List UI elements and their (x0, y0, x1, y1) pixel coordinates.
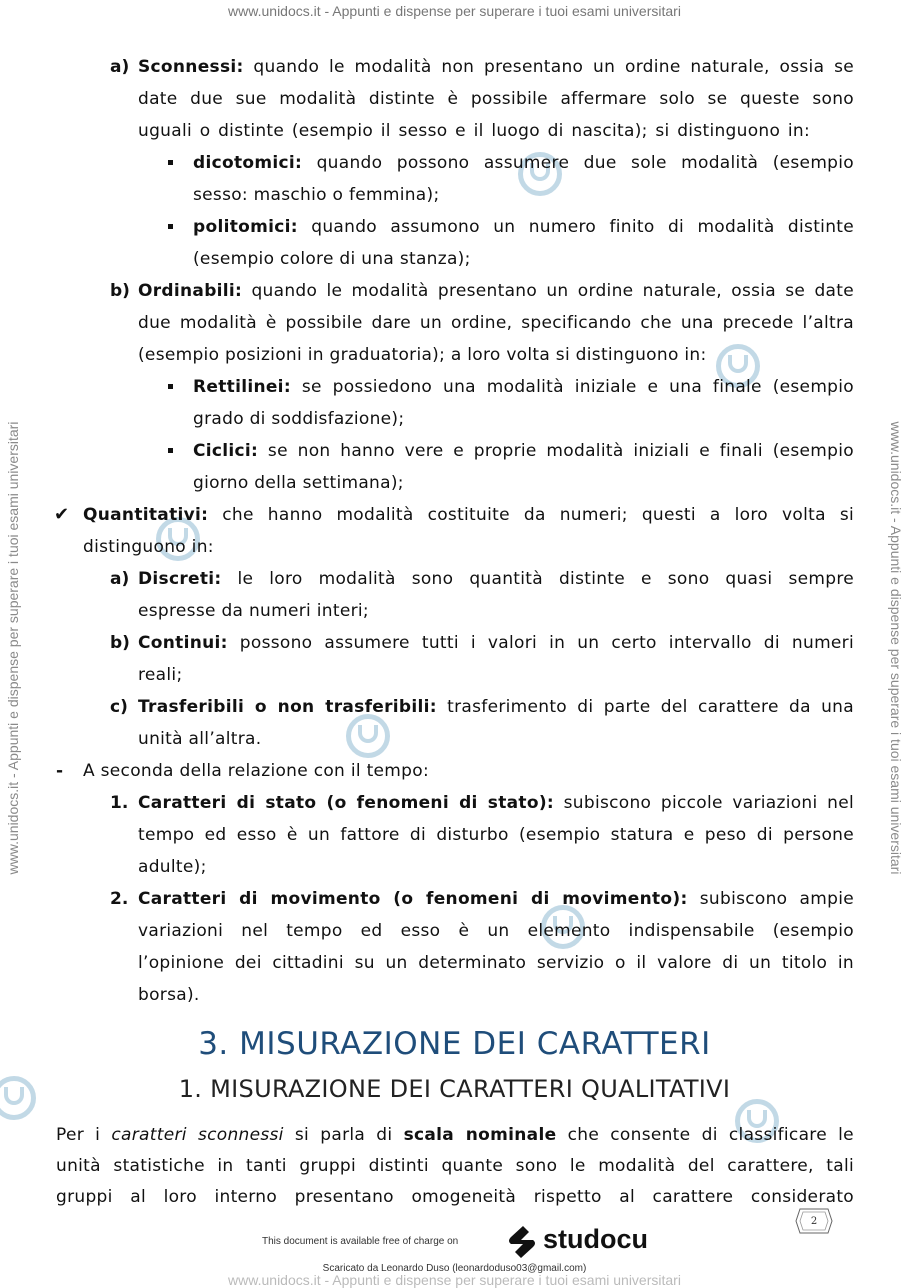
list-item-ordinabili-line3: (esempio posizioni in graduatoria); a loro volta si distinguono in: (138, 345, 707, 365)
list-marker-a: a) (110, 569, 130, 589)
list-item-quantitativi-line2: distinguono in: (83, 537, 214, 557)
list-marker-b: b) (110, 281, 130, 301)
list-marker-2: 2. (110, 889, 129, 909)
watermark-top: www.unidocs.it - Appunti e dispense per superare i tuoi esami universitari (228, 3, 681, 19)
list-marker-c: c) (110, 697, 128, 717)
list-marker-a: a) (110, 57, 130, 77)
sub-item-ciclici-line1: Ciclici: se non hanno vere e proprie modalità iniziali e finali (esempio (193, 441, 854, 461)
watermark-bottom: www.unidocs.it - Appunti e dispense per superare i tuoi esami universitari (228, 1272, 681, 1288)
page-number: 2 (794, 1207, 834, 1235)
watermark-right: www.unidocs.it - Appunti e dispense per superare i tuoi esami universitari (888, 421, 904, 875)
sub-item-dicotomici-line2: sesso: maschio o femmina); (193, 185, 440, 205)
list-item-discreti-line1: Discreti: le loro modalità sono quantità distinte e sono quasi sempre (138, 569, 854, 589)
list-item-sconnessi-line3: uguali o distinte (esempio il sesso e il luogo di nascita); si distinguono in: (138, 121, 810, 141)
list-item-sconnessi-line2: date due sue modalità distinte è possibile affermare solo se queste sono (138, 89, 854, 109)
sub-item-rettilinei-line2: grado di soddisfazione); (193, 409, 405, 429)
list-marker-1: 1. (110, 793, 129, 813)
footer-available-text: This document is available free of charge on (262, 1236, 459, 1247)
sub-item-ciclici-line2: giorno della settimana); (193, 473, 404, 493)
unidocs-logo-icon (346, 714, 390, 758)
list-item-continui-line2: reali; (138, 665, 183, 685)
list-item-discreti-line2: espresse da numeri interi; (138, 601, 369, 621)
bullet-square-icon (168, 224, 173, 229)
subsection-heading: 1. MISURAZIONE DEI CARATTERI QUALITATIVI (178, 1075, 731, 1103)
list-item-quantitativi-line1: Quantitativi: che hanno modalità costituite da numeri; questi a loro volta si (83, 505, 854, 525)
checkmark-icon: ✔ (54, 504, 70, 525)
list-item-movimento-line1: Caratteri di movimento (o fenomeni di movimento): subiscono ampie (138, 889, 854, 909)
list-item-stato-line2: tempo ed esso è un fattore di disturbo (esempio statura e peso di persone (138, 825, 854, 845)
footer-downloaded-by: Scaricato da Leonardo Duso (leonardoduso03@gmail.com) (322, 1263, 587, 1274)
sub-item-politomici-line1: politomici: quando assumono un numero finito di modalità distinte (193, 217, 854, 237)
section-heading: 3. MISURAZIONE DEI CARATTERI (198, 1026, 711, 1062)
watermark-left: www.unidocs.it - Appunti e dispense per superare i tuoi esami universitari (5, 421, 21, 875)
list-item-movimento-line2: variazioni nel tempo ed esso è un elemento indispensabile (esempio (138, 921, 854, 941)
sub-item-politomici-line2: (esempio colore di una stanza); (193, 249, 471, 269)
term-sconnessi: Sconnessi: (138, 57, 244, 77)
sub-item-dicotomici-line1: dicotomici: quando possono assumere due sole modalità (esempio (193, 153, 854, 173)
list-item-ordinabili-line1: Ordinabili: quando le modalità presentano un ordine naturale, ossia se date (138, 281, 854, 301)
bullet-square-icon (168, 160, 173, 165)
list-marker-dash: - (56, 761, 64, 781)
sub-item-rettilinei-line1: Rettilinei: se possiedono una modalità iniziale e una finale (esempio (193, 377, 854, 397)
bullet-square-icon (168, 384, 173, 389)
list-item-stato-line3: adulte); (138, 857, 207, 877)
list-item-relazione-tempo: A seconda della relazione con il tempo: (83, 761, 429, 781)
list-item-trasferibili-line2: unità all’altra. (138, 729, 262, 749)
list-item-sconnessi-line1: Sconnessi: quando le modalità non presentano un ordine naturale, ossia se (138, 57, 854, 77)
list-item-continui-line1: Continui: possono assumere tutti i valori in un certo intervallo di numeri (138, 633, 854, 653)
list-item-movimento-line3: l’opinione dei cittadini su un determinato servizio o il valore di un titolo in (138, 953, 854, 973)
studocu-logo-icon[interactable] (503, 1223, 541, 1261)
paragraph-line2: unità statistiche in tanti gruppi distinti quante sono le modalità del carattere, tali (56, 1156, 854, 1176)
bullet-square-icon (168, 448, 173, 453)
paragraph-line3: gruppi al loro interno presentano omogeneità rispetto al carattere considerato (56, 1187, 854, 1207)
paragraph-line1: Per i caratteri sconnessi si parla di scala nominale che consente di classificare le (56, 1125, 854, 1145)
list-item-stato-line1: Caratteri di stato (o fenomeni di stato): subiscono piccole variazioni nel (138, 793, 854, 813)
list-item-ordinabili-line2: due modalità è possibile dare un ordine, specificando che una precede l’altra (138, 313, 854, 333)
list-item-movimento-line4: borsa). (138, 985, 200, 1005)
list-marker-b: b) (110, 633, 130, 653)
studocu-brand[interactable]: studocu (543, 1224, 648, 1254)
list-item-trasferibili-line1: Trasferibili o non trasferibili: trasferimento di parte del carattere da una (138, 697, 854, 717)
